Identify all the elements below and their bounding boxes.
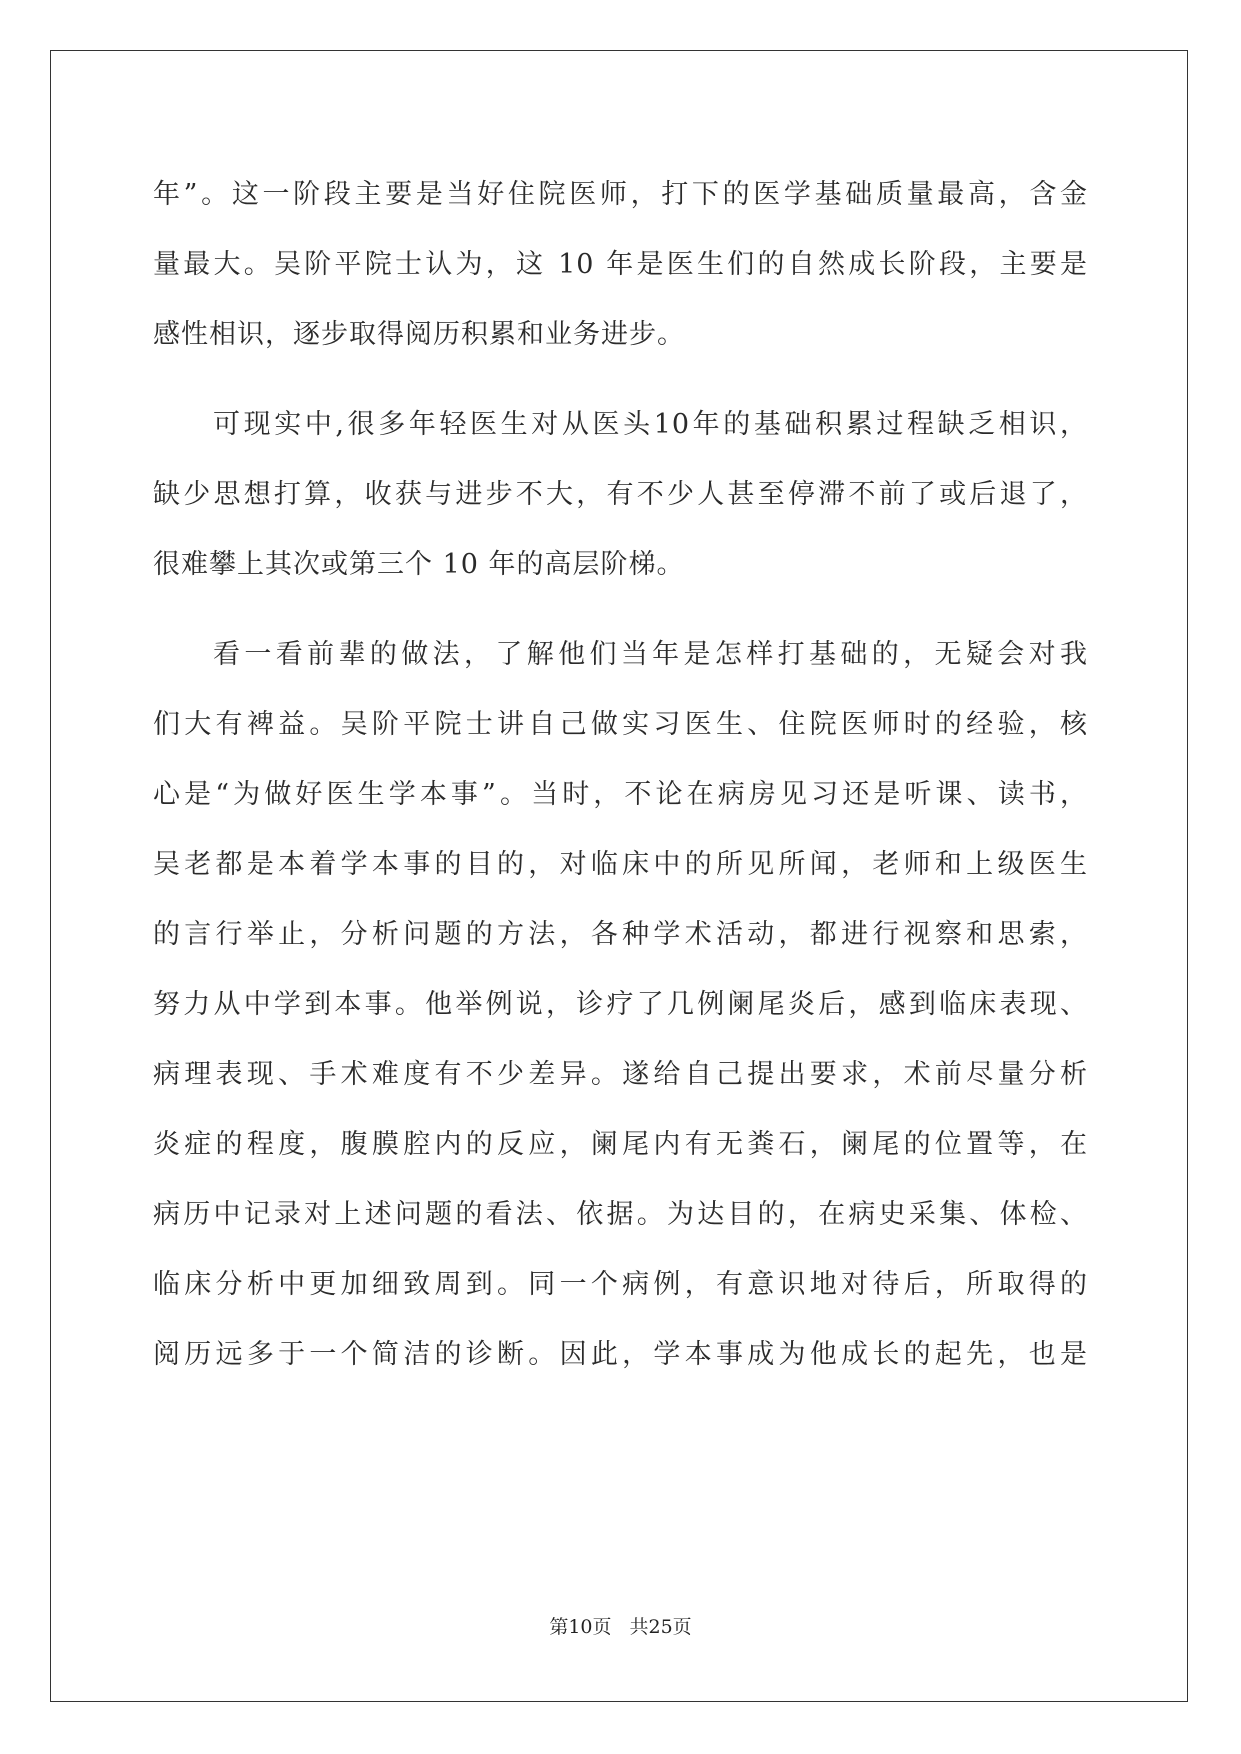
- text-line: 阅历远多于一个简洁的诊断。因此，学本事成为他成长的起先，也是: [153, 1339, 1088, 1370]
- paragraph-1: [153, 160, 1088, 370]
- text-line: 心是“为做好医生学本事”。当时，不论在病房见习还是听课、读书，: [153, 779, 1088, 810]
- text-line: 临床分析中更加细致周到。同一个病例，有意识地对待后，所取得的: [153, 1269, 1088, 1300]
- text-line: 年”。这一阶段主要是当好住院医师，打下的医学基础质量最高，含金: [153, 179, 1088, 210]
- text-line: 可现实中,很多年轻医生对从医头10年的基础积累过程缺乏相识，: [213, 409, 1088, 440]
- document-body: [153, 160, 1088, 1390]
- text-line: 病理表现、手术难度有不少差异。遂给自己提出要求，术前尽量分析: [153, 1059, 1088, 1090]
- text-line: 吴老都是本着学本事的目的，对临床中的所见所闻，老师和上级医生: [153, 849, 1088, 880]
- paragraph-3: [153, 620, 1088, 1390]
- text-line: 很难攀上其次或第三个 10 年的高层阶梯。: [153, 549, 685, 580]
- text-line: 感性相识，逐步取得阅历积累和业务进步。: [153, 319, 685, 350]
- text-line: 努力从中学到本事。他举例说，诊疗了几例阑尾炎后，感到临床表现、: [153, 989, 1088, 1020]
- page-number: 第10页: [549, 1616, 612, 1638]
- paragraph-2: [153, 390, 1088, 600]
- page-total: 共25页: [629, 1616, 692, 1638]
- text-line: 看一看前辈的做法，了解他们当年是怎样打基础的，无疑会对我: [213, 639, 1088, 670]
- text-line: 炎症的程度，腹膜腔内的反应，阑尾内有无粪石，阑尾的位置等，在: [153, 1129, 1088, 1160]
- page-footer: [0, 1612, 1241, 1639]
- text-line: 缺少思想打算，收获与进步不大，有不少人甚至停滞不前了或后退了，: [153, 479, 1088, 510]
- text-line: 量最大。吴阶平院士认为，这 10 年是医生们的自然成长阶段，主要是: [153, 249, 1088, 280]
- text-line: 的言行举止，分析问题的方法，各种学术活动，都进行视察和思索，: [153, 919, 1088, 950]
- text-line: 病历中记录对上述问题的看法、依据。为达目的，在病史采集、体检、: [153, 1199, 1088, 1230]
- text-line: 们大有裨益。吴阶平院士讲自己做实习医生、住院医师时的经验，核: [153, 709, 1088, 740]
